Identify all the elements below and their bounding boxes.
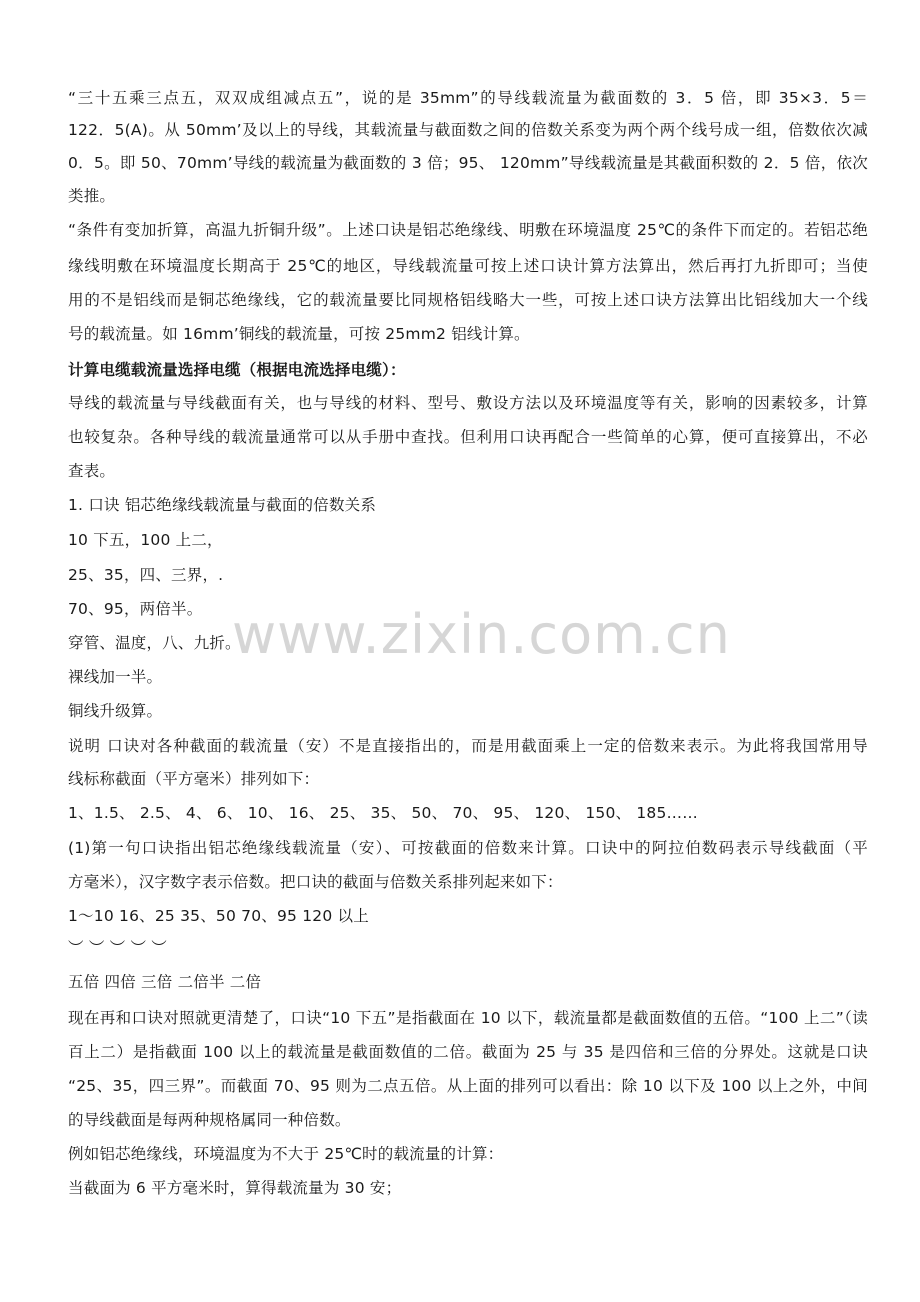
paragraph-line: 查表。 — [68, 462, 116, 480]
mnemonic-line: 铜线升级算。 — [68, 702, 163, 720]
paragraph-line: 导线的载流量与导线截面有关，也与导线的材料、型号、敷设方法以及环境温度等有关，影响的因素较多，计算 — [68, 394, 868, 412]
mnemonic-line: 70、95，两倍半。 — [68, 600, 203, 618]
paragraph-line: 类推。 — [68, 187, 116, 205]
paragraph-line: 缘线明敷在环境温度长期高于 25℃的地区，导线载流量可按上述口诀计算方法算出，然后再打九折即可；当使 — [68, 257, 868, 275]
paragraph-line: 现在再和口诀对照就更清楚了，口诀“10 下五”是指截面在 10 以下，载流量都是截面数值的五倍。“100 上二”（读 — [68, 1009, 868, 1027]
paragraph-line: “三十五乘三点五，双双成组减点五”，说的是 35mm”的导线载流量为截面数的 3．5 倍，即 35×3．5＝ — [68, 89, 868, 107]
mnemonic-line: 穿管、温度，八、九折。 — [68, 634, 241, 652]
multiplier-labels: 五倍 四倍 三倍 二倍半 二倍 — [68, 973, 262, 991]
mnemonic-title: 1. 口诀 铝芯绝缘线载流量与截面的倍数关系 — [68, 496, 377, 514]
paragraph-line: 122．5(A)。从 50mm’及以上的导线，其载流量与截面数之间的倍数关系变为两个两个线号成一组，倍数依次减 — [68, 121, 868, 139]
paragraph-line: “条件有变加折算，高温九折铜升级”。上述口诀是铝芯绝缘线、明敷在环境温度 25℃的条件下而定的。若铝芯绝 — [68, 221, 868, 239]
paragraph-line: “25、35，四三界”。而截面 70、95 则为二点五倍。从上面的排列可以看出：除 10 以下及 100 以上之外，中间 — [68, 1077, 868, 1095]
paragraph-line: 也较复杂。各种导线的载流量通常可以从手册中查找。但利用口诀再配合一些简单的心算，便可直接算出，不必 — [68, 428, 868, 446]
paragraph-line: 的导线截面是每两种规格属同一种倍数。 — [68, 1111, 351, 1129]
paragraph-line: 号的载流量。如 16mm’铜线的载流量，可按 25mm2 铝线计算。 — [68, 325, 530, 343]
section-ranges: 1～10 16、25 35、50 70、95 120 以上 — [68, 907, 369, 925]
section-heading: 计算电缆载流量选择电缆（根据电流选择电缆）： — [68, 361, 406, 379]
mnemonic-line: 裸线加一半。 — [68, 668, 163, 686]
mnemonic-line: 25、35，四、三界，. — [68, 566, 224, 584]
paragraph-line: 0．5。即 50、70mm’导线的载流量为截面数的 3 倍；95、 120mm”导线载流量是其截面积数的 2．5 倍，依次 — [68, 154, 868, 172]
paragraph-line: 用的不是铝线而是铜芯绝缘线，它的载流量要比同规格铝线略大一些，可按上述口诀方法算出比铝线加大一个线 — [68, 291, 868, 309]
watermark: www.zixin.com.cn — [232, 603, 731, 666]
paragraph-line: 线标称截面（平方毫米）排列如下： — [68, 770, 320, 788]
bracket-marks: ︶ ︶ ︶ ︶ ︶ — [68, 939, 168, 957]
paragraph-line: 例如铝芯绝缘线，环境温度为不大于 25℃时的载流量的计算： — [68, 1145, 504, 1163]
paragraph-line: 百上二）是指截面 100 以上的载流量是截面数值的二倍。截面为 25 与 35 是四倍和三倍的分界处。这就是口诀 — [68, 1043, 868, 1061]
paragraph-line: 说明 口诀对各种截面的载流量（安）不是直接指出的，而是用截面乘上一定的倍数来表示。为此将我国常用导 — [68, 737, 868, 755]
paragraph-line: (1)第一句口诀指出铝芯绝缘线载流量（安）、可按截面的倍数来计算。口诀中的阿拉伯数码表示导线截面（平 — [68, 839, 868, 857]
cross-section-list: 1、1.5、 2.5、 4、 6、 10、 16、 25、 35、 50、 70、 95、 120、 150、 185…… — [68, 804, 698, 822]
mnemonic-line: 10 下五，100 上二， — [68, 531, 223, 549]
paragraph-line: 当截面为 6 平方毫米时，算得载流量为 30 安； — [68, 1179, 402, 1197]
paragraph-line: 方毫米），汉字数字表示倍数。把口诀的截面与倍数关系排列起来如下： — [68, 873, 563, 891]
